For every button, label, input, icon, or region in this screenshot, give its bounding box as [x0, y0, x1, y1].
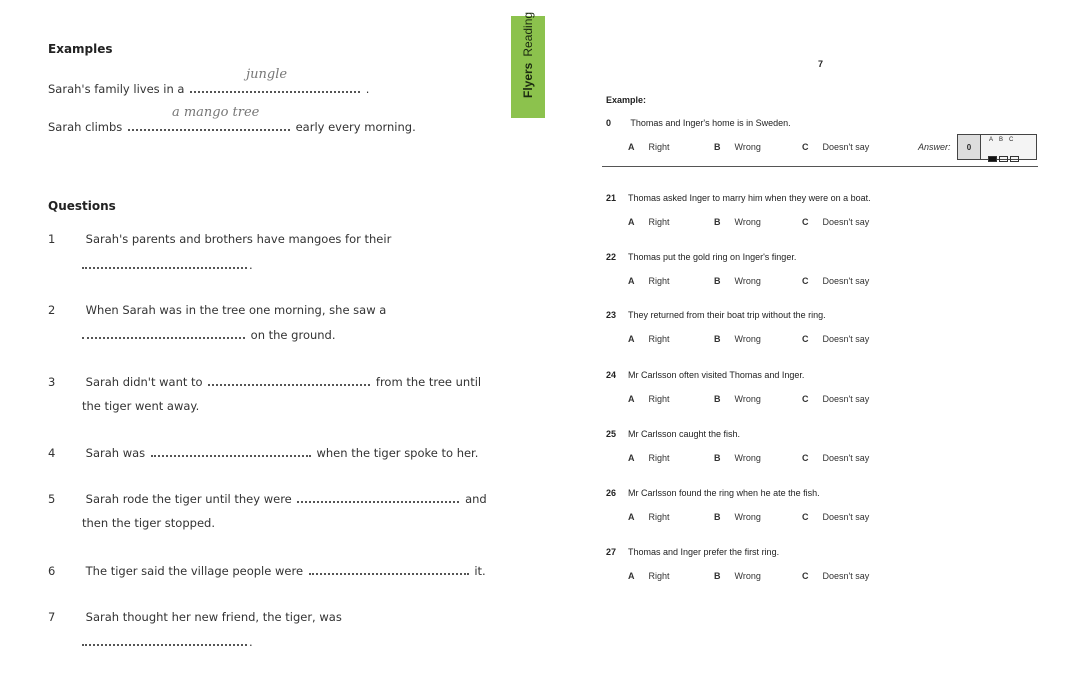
option-a[interactable]: A Right	[628, 217, 670, 227]
answer-box	[957, 134, 1037, 160]
example-2-answer-line	[128, 119, 290, 131]
item-number: 23	[606, 310, 617, 320]
answer-line	[82, 257, 247, 269]
question-text: Sarah was	[85, 446, 146, 460]
example-divider	[602, 166, 1038, 167]
option-b[interactable]: B Wrong	[714, 394, 761, 404]
item-number: 27	[606, 547, 617, 557]
question-number: 2	[48, 303, 56, 317]
question-1	[48, 232, 391, 246]
answer-square-b	[999, 156, 1008, 162]
answer-letters: ABC	[989, 137, 1020, 143]
option-b[interactable]: B Wrong	[714, 512, 761, 522]
answer-square-a	[988, 156, 997, 162]
example-statement	[606, 118, 791, 128]
answer-line	[309, 563, 469, 575]
item-27	[606, 547, 779, 557]
question-text: .	[249, 635, 253, 649]
item-21-options	[628, 217, 869, 227]
question-number: 4	[48, 446, 56, 460]
item-25-options	[628, 453, 869, 463]
answer-square-c	[1010, 156, 1019, 162]
question-3	[48, 374, 481, 389]
question-number: 1	[48, 232, 56, 246]
answer-line	[82, 327, 245, 339]
question-text: Sarah thought her new friend, the tiger, was	[85, 610, 342, 624]
example-1-after: .	[365, 82, 370, 96]
example-number: 0	[606, 118, 612, 128]
example-label: Example:	[606, 95, 647, 105]
item-22	[606, 252, 796, 262]
item-23-options	[628, 334, 869, 344]
option-b[interactable]: B Wrong	[714, 453, 761, 463]
item-number: 26	[606, 488, 617, 498]
option-c[interactable]: C Doesn't say	[802, 394, 870, 404]
example-1-answer: jungle	[246, 67, 288, 82]
answer-squares	[988, 147, 1021, 166]
question-3-line2: the tiger went away.	[82, 399, 200, 413]
option-a[interactable]: A Right	[628, 334, 670, 344]
question-number: 5	[48, 492, 56, 506]
option-c[interactable]: C Doesn't say	[802, 453, 870, 463]
option-a[interactable]: A Right	[628, 571, 670, 581]
question-number: 7	[48, 610, 56, 624]
example-text: Thomas and Inger's home is in Sweden.	[630, 118, 791, 128]
question-7-line	[82, 634, 253, 649]
question-text: When Sarah was in the tree one morning, she saw a	[85, 303, 387, 317]
question-text: Sarah didn't want to	[85, 375, 203, 389]
item-text: Mr Carlsson caught the fish.	[628, 429, 741, 439]
question-text: on the ground.	[250, 328, 336, 342]
item-number: 21	[606, 193, 617, 203]
answer-label: Answer:	[918, 142, 951, 152]
answer-line	[208, 374, 370, 386]
option-a[interactable]: A Right	[628, 276, 670, 286]
question-2-line	[82, 327, 336, 342]
item-text: They returned from their boat trip without the ring.	[628, 310, 826, 320]
question-text: from the tree until	[375, 375, 482, 389]
item-text: Mr Carlsson found the ring when he ate the fish.	[628, 488, 820, 498]
item-23	[606, 310, 826, 320]
tab-title: Flyers	[521, 62, 535, 98]
question-2	[48, 303, 386, 317]
item-21	[606, 193, 871, 203]
example-options: A Right B Wrong C Doesn't say	[628, 142, 870, 152]
option-c[interactable]: C Doesn't say	[802, 276, 870, 286]
tab-subtitle: Reading	[521, 11, 535, 57]
question-6	[48, 563, 486, 578]
question-text: it.	[474, 564, 486, 578]
item-24-options	[628, 394, 869, 404]
question-number: 6	[48, 564, 56, 578]
answer-line	[151, 445, 311, 457]
example-1-text: Sarah's family lives in a	[48, 82, 185, 96]
answer-line	[82, 634, 247, 646]
option-c[interactable]: C Doesn't say	[802, 217, 870, 227]
item-text: Thomas asked Inger to marry him when they were on a boat.	[628, 193, 871, 203]
question-text: when the tiger spoke to her.	[316, 446, 479, 460]
item-25	[606, 429, 740, 439]
question-text: .	[249, 258, 253, 272]
option-a[interactable]: A Right	[628, 453, 670, 463]
item-text: Mr Carlsson often visited Thomas and Inger.	[628, 370, 805, 380]
item-number: 25	[606, 429, 617, 439]
question-text: Sarah rode the tiger until they were	[85, 492, 292, 506]
questions-heading: Questions	[48, 199, 116, 213]
question-7	[48, 610, 342, 624]
option-a[interactable]: A Right	[628, 394, 670, 404]
page-number: 7	[818, 59, 824, 69]
option-b[interactable]: B Wrong	[714, 217, 761, 227]
question-number: 3	[48, 375, 56, 389]
question-4	[48, 445, 478, 460]
option-b[interactable]: B Wrong	[714, 276, 761, 286]
option-c[interactable]: C Doesn't say	[802, 334, 870, 344]
question-1-line	[82, 257, 253, 272]
option-c[interactable]: C Doesn't say	[802, 512, 870, 522]
flyers-reading-tab	[511, 11, 545, 118]
example-2	[48, 105, 416, 134]
example-2-text: Sarah climbs	[48, 120, 123, 134]
option-c[interactable]: C Doesn't say	[802, 571, 870, 581]
question-text: and	[465, 492, 487, 506]
option-a[interactable]: A Right	[628, 512, 670, 522]
question-text: The tiger said the village people were	[85, 564, 304, 578]
item-27-options	[628, 571, 869, 581]
item-number: 22	[606, 252, 617, 262]
answer-line	[297, 491, 459, 503]
item-26-options	[628, 512, 869, 522]
item-24	[606, 370, 804, 380]
item-26	[606, 488, 820, 498]
option-b[interactable]: B Wrong	[714, 571, 761, 581]
question-text: Sarah's parents and brothers have mangoes for their	[85, 232, 392, 246]
example-1	[48, 67, 370, 96]
item-22-options	[628, 276, 869, 286]
example-1-answer-line	[190, 81, 360, 93]
answer-number: 0	[958, 135, 981, 159]
option-b[interactable]: B Wrong	[714, 334, 761, 344]
item-text: Thomas put the gold ring on Inger's finger.	[628, 252, 797, 262]
question-5	[48, 491, 487, 506]
item-text: Thomas and Inger prefer the first ring.	[628, 547, 780, 557]
example-2-answer: a mango tree	[171, 105, 260, 120]
examples-heading: Examples	[48, 42, 113, 56]
example-2-after: early every morning.	[295, 120, 416, 134]
item-number: 24	[606, 370, 617, 380]
question-5-line2: then the tiger stopped.	[82, 516, 215, 530]
